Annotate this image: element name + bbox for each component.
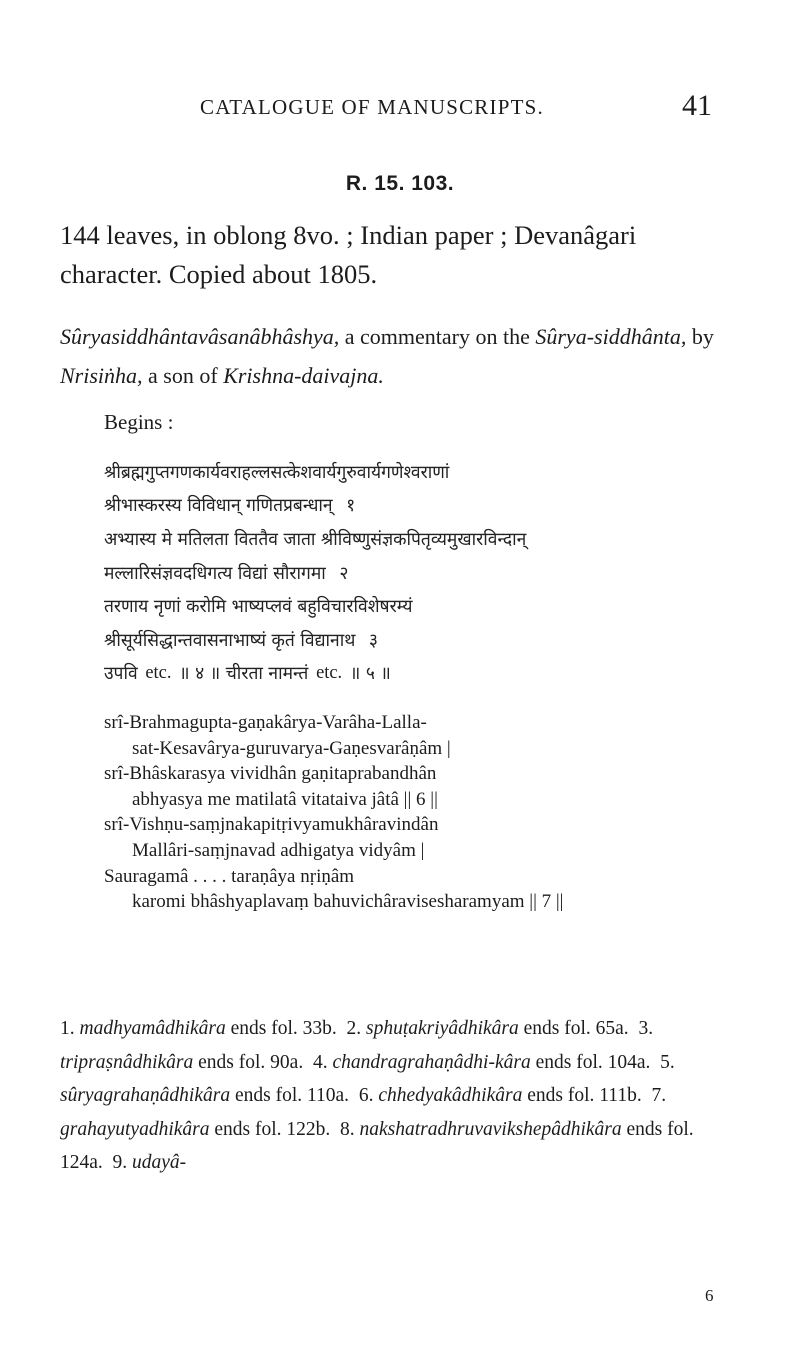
devanagari-line <box>104 489 704 523</box>
title-text-1: a commentary on the <box>339 324 536 349</box>
title-text-2: by <box>686 324 714 349</box>
contents-number: 7. <box>651 1085 667 1106</box>
signature-mark: 6 <box>705 1286 714 1305</box>
devanagari-text: तरणाय नृणां करोमि भाष्यप्लवं बहुविचारविशेषरम्यं <box>104 596 413 618</box>
running-head <box>0 89 800 133</box>
devanagari-text: श्रीब्रह्मगुप्तगणकार्यवराहल्लसत्केशवार्यगुरुवार्यगणेश्वराणां <box>104 461 450 483</box>
chapter-folio: ends fol. 111b. <box>527 1085 642 1106</box>
devanagari-line <box>104 623 704 657</box>
transliteration-line: abhyasya me matilatâ vitataiva jâtâ || 6 || <box>132 788 438 810</box>
devanagari-line <box>104 657 704 691</box>
transliteration-line: srî-Brahmagupta-gaṇakârya-Varâha-Lalla- <box>104 712 427 733</box>
etc-text: etc. <box>316 662 343 684</box>
chapter-name: chandragrahaṇâdhi-kâra <box>332 1051 531 1073</box>
physical-description: 144 leaves, in oblong 8vo. ; Indian paper ; Devanâgari character. Copied about 1805. <box>60 220 637 289</box>
devanagari-line <box>104 455 704 489</box>
father-name: Krishna-daivajna. <box>223 363 384 388</box>
devanagari-line <box>104 589 704 623</box>
contents-number: 8. <box>340 1118 355 1140</box>
devanagari-text: मल्लारिसंज्ञवदधिगत्य विद्यां सौरागमा <box>104 562 326 584</box>
contents-number: 3. <box>638 1018 654 1039</box>
verse-number: २ <box>339 562 349 584</box>
devanagari-text: ॥ ४ ॥ चीरता नामन्तं <box>179 663 309 685</box>
chapter-name: nakshatradhruvavikshepâdhikâra <box>359 1118 622 1140</box>
contents-number: 6. <box>358 1085 374 1106</box>
begins-label: Begins : <box>104 410 174 434</box>
devanagari-text: उपवि <box>104 663 138 685</box>
chapter-folio: ends fol. 90a. <box>198 1051 304 1073</box>
transliteration-line: karomi bhâshyaplavaṃ bahuvichâravisesharamyam || 7 || <box>132 891 564 913</box>
transliteration-line: Sauragamâ . . . . taraṇâya nṛiṇâm <box>104 865 355 887</box>
chapter-name: sphuṭakriyâdhikâra <box>366 1018 519 1039</box>
chapter-name: sûryagrahaṇâdhikâra <box>60 1085 231 1106</box>
devanagari-text: श्रीभास्करस्य विविधान् गणितप्रबन्धान् <box>104 495 333 517</box>
chapter-folio: ends fol. 110a. <box>234 1085 350 1106</box>
page-number: 41 <box>682 89 712 122</box>
verse-number: ३ <box>368 629 379 651</box>
transliteration-line: sat-Kesavârya-guruvarya-Gaṇesvarâṇâm | <box>132 737 451 759</box>
contents-list <box>60 1012 740 1180</box>
devanagari-block <box>104 455 724 690</box>
title-text-3: a son of <box>142 363 224 388</box>
chapter-name: tripraṣnâdhikâra <box>60 1051 194 1073</box>
author-name: Nrisiṅha, <box>60 363 143 388</box>
contents-number: 2. <box>346 1018 362 1039</box>
verse-number: १ <box>346 495 356 517</box>
chapter-folio: ends fol. 33b. <box>230 1018 337 1039</box>
work-title: Sûryasiddhântavâsanâbhâshya, <box>60 324 340 349</box>
chapter-name: madhyamâdhikâra <box>79 1018 226 1039</box>
chapter-folio: ends fol. 122b. <box>214 1118 331 1140</box>
devanagari-line <box>104 522 704 556</box>
source-title: Sûrya-siddhânta, <box>535 324 687 349</box>
transliteration-line: srî-Vishṇu-saṃjnakapitṛivyamukhâravindân <box>104 814 439 836</box>
transliteration-line: srî-Bhâskarasya vividhân gaṇitaprabandhân <box>104 763 437 785</box>
shelfmark: R. 15. 103. <box>345 172 455 195</box>
chapter-name: grahayutyadhikâra <box>60 1118 210 1140</box>
contents-number: 1. <box>60 1018 75 1039</box>
devanagari-text: श्रीसूर्यसिद्धान्तवासनाभाष्यं कृतं विद्यानाथ <box>104 629 356 651</box>
contents-number: 5. <box>660 1051 675 1073</box>
devanagari-text: ॥ ५ ॥ <box>349 663 391 685</box>
chapter-name: chhedyakâdhikâra <box>378 1085 523 1106</box>
chapter-folio: ends fol. 65a. <box>523 1018 629 1039</box>
transliteration-line: Mallâri-saṃjnavad adhigatya vidyâm | <box>132 839 425 861</box>
transliteration-block <box>104 710 744 915</box>
chapter-name: udayâ- <box>132 1152 187 1173</box>
etc-text: etc. <box>145 662 172 684</box>
devanagari-text: अभ्यास्य मे मतिलता विततैव जाता श्रीविष्णुसंज्ञकपितृव्यमुखारविन्दान् <box>104 528 527 550</box>
running-title: CATALOGUE OF MANUSCRIPTS. <box>200 95 544 119</box>
devanagari-line <box>104 556 704 590</box>
contents-number: 4. <box>312 1051 328 1073</box>
chapter-folio: ends fol. 104a. <box>535 1051 651 1073</box>
chapter-folio: ends fol. 124a. <box>60 1118 694 1173</box>
contents-number: 9. <box>112 1152 128 1173</box>
title-paragraph <box>60 317 720 395</box>
